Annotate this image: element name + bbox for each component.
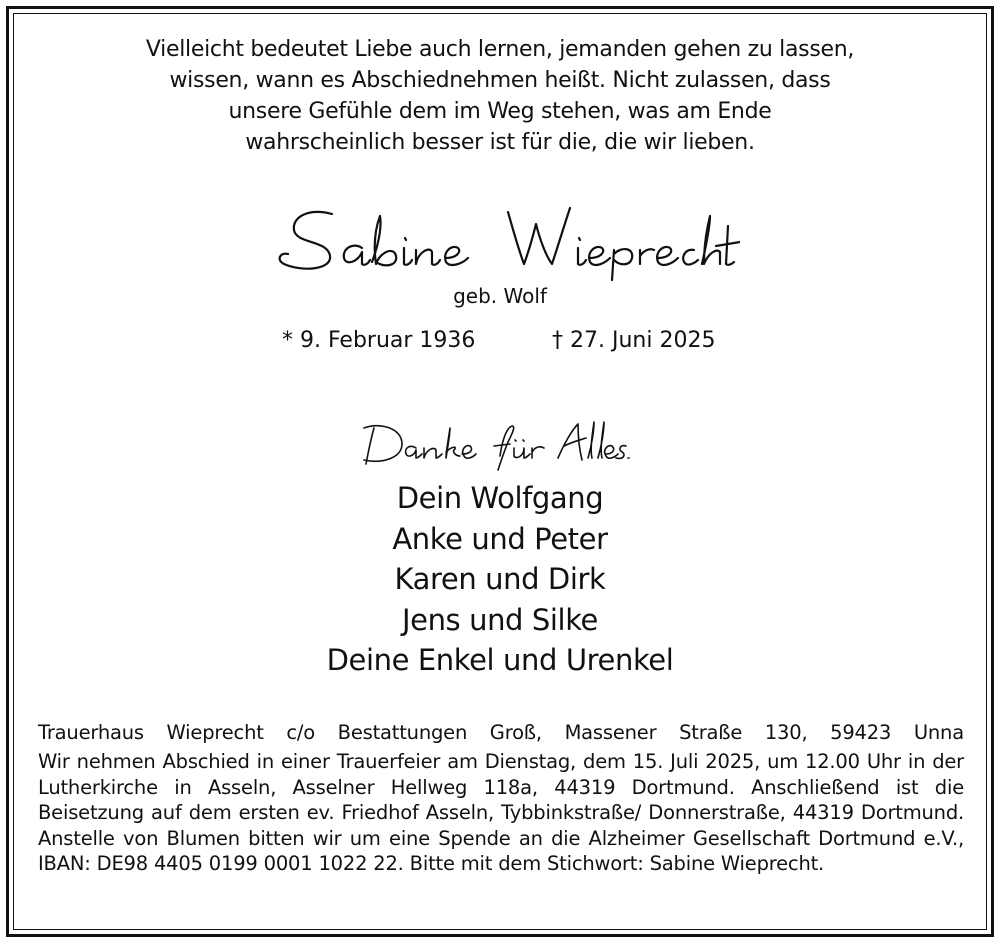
poem-line: wahrscheinlich besser ist für die, die wir lieben. bbox=[245, 130, 755, 155]
poem bbox=[0, 34, 1000, 158]
poem-line: unsere Gefühle dem im Weg stehen, was am Ende bbox=[228, 99, 772, 124]
poem-line: wissen, wann es Abschiednehmen heißt. Nicht zulassen, dass bbox=[169, 68, 831, 93]
mourning-house-address bbox=[38, 720, 964, 745]
address-word: Unna bbox=[913, 721, 964, 744]
address-word: 59423 bbox=[830, 721, 892, 744]
thanks-handwriting bbox=[360, 412, 630, 472]
ceremony-text: Wir nehmen Abschied in einer Trauerfeier am Dienstag, dem 15. Juli 2025, um 12.00 Uhr in der Lutherkirche in Asseln, Asselner Hellweg 118a, 44319 Dortmund. Anschließend ist die Beisetzung auf dem ersten ev. Friedhof Asseln, Tybbinkstraße/ Donnerstraße, 44319 Dortmund. Anstelle von Blumen bitten wir um eine Spende an die Alzheimer Gesellschaft Dortmund e.V., IBAN: DE98 4405 0199 0001 1022 22. Bitte mit dem Stichwort: Sabine Wieprecht. bbox=[38, 750, 964, 876]
address-word: Straße bbox=[679, 721, 743, 744]
address-word: Wieprecht bbox=[166, 721, 264, 744]
address-word: c/o bbox=[286, 721, 315, 744]
name-signature bbox=[270, 196, 740, 286]
birth-name: geb. Wolf bbox=[453, 284, 547, 308]
mourner-name: Dein Wolfgang bbox=[396, 481, 604, 515]
address-word: Groß, bbox=[489, 721, 542, 744]
birth-date: * 9. Februar 1936 bbox=[282, 328, 476, 353]
death-date: † 27. Juni 2025 bbox=[552, 328, 716, 353]
funeral-details bbox=[38, 720, 964, 876]
mourner-name: Deine Enkel und Urenkel bbox=[326, 643, 674, 677]
mourner-name: Karen und Dirk bbox=[394, 562, 606, 596]
address-word: Bestattungen bbox=[337, 721, 468, 744]
address-word: Trauerhaus bbox=[38, 721, 144, 744]
poem-line: Vielleicht bedeutet Liebe auch lernen, jemanden gehen zu lassen, bbox=[145, 37, 855, 62]
mourners-list bbox=[0, 478, 1000, 681]
address-word: 130, bbox=[764, 721, 808, 744]
mourner-name: Anke und Peter bbox=[392, 521, 608, 556]
mourner-name: Jens und Silke bbox=[401, 602, 598, 637]
address-word: Massener bbox=[564, 721, 657, 744]
